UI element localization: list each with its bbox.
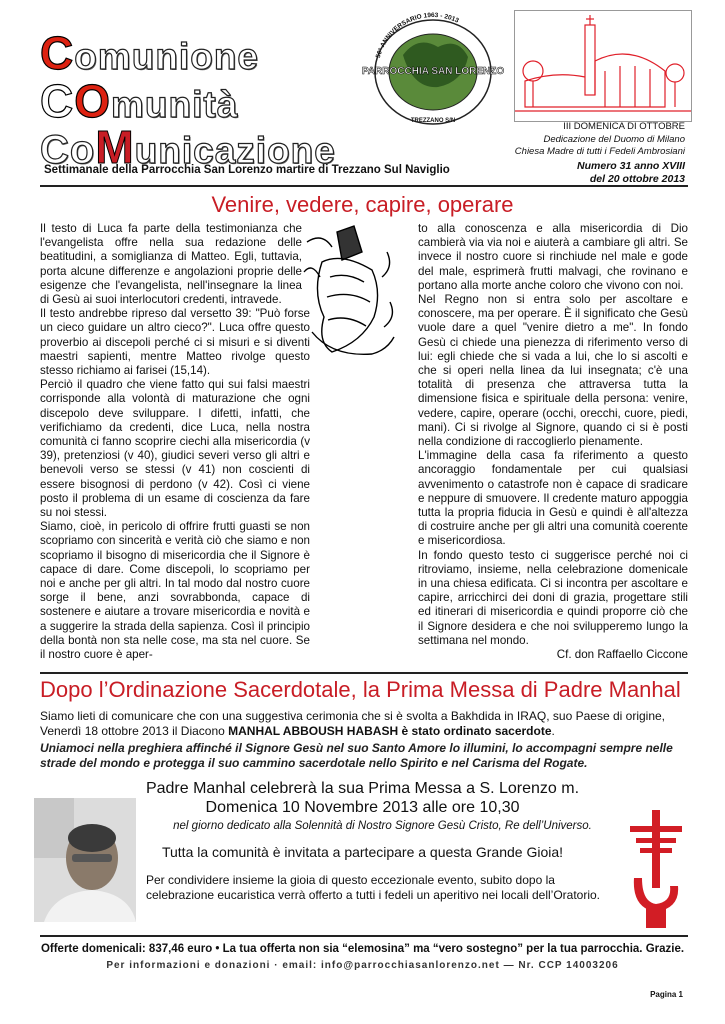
announce-line2: Domenica 10 Novembre 2013 alle ore 10,30 xyxy=(205,799,520,816)
svg-text:PARROCCHIA SAN LORENZO: PARROCCHIA SAN LORENZO xyxy=(361,66,505,77)
masthead-line-comunione: Comunione xyxy=(40,27,259,79)
masthead-divider xyxy=(40,185,688,187)
footer-divider xyxy=(40,935,688,937)
article1-title: Venire, vedere, capire, operare xyxy=(211,192,514,217)
offerte-line: Offerte domenicali: 837,46 euro • La tua offerta non sia “elemosina” ma “vero sostegno” per la tua parrocchia. Grazie. xyxy=(40,943,685,955)
page-number: Pagina 1 xyxy=(650,990,683,999)
church-illustration xyxy=(514,10,692,122)
issue-info: Numero 31 anno XVIII del 20 ottobre 2013 xyxy=(577,160,685,185)
invite-line: Tutta la comunità è invitata a partecipare a questa Grande Gioia! xyxy=(161,844,564,860)
rogate-emblem-icon xyxy=(622,808,692,932)
section-divider xyxy=(40,672,688,674)
article2-prayer: Uniamoci nella preghiera affinché il Signore Gesù nel suo Santo Amore lo illumini, lo accompagni sempre nelle strade del mondo e protegga il suo cammino sacerdotale nello Spirito e nel Carisma del Rogate. xyxy=(40,741,673,770)
article1-left-column: Il testo di Luca fa parte della testimonianza che l'evangelista offre nella sua redazione delle beatitudini, a somiglianza di Matteo. Egli, tuttavia, porta alcune differenze e angolazioni proprie delle esigenze che l'evangelista, nell'insegnare la linea di Gesù ai suoi interlocutori credenti, intravede. Il testo andrebbe ripreso dal versetto 39: "Può forse un cieco guidare un altro cieco?". Luca offre questo proverbio ai discepoli perché ci si misuri e si diventi maestri sapienti, mentre Matteo rivolge questo stesso richiamo ai farisei (15,14). Perciò il quadro che viene fatto qui sui falsi maestri corrisponde alla volontà di maturazione che ogni discepolo deve sviluppare. I difetti, infatti, che verifichiamo da credenti, dice Luca, nella nostra comunità ci fanno scoprire ciechi alla misericordia (v 39), pretenziosi (v 40), giudici severi verso gli altri e benevoli verso se stessi (v 41) non coscienti di essere bisognosi di perdono (v 42). Così ci viene posto il problema di un esame di coscienza da fare su noi stessi. Siamo, cioè, in pericolo di offrire frutti guasti se non scopriamo con sincerità e verità ciò che siamo e non scopriamo il bisogno di misericordia che il Signore è capace di dare. Come discepoli, lo scopriamo per noi e anche per gli altri. In tal modo dal nostro cuore sorge il bene, anzi sovrabbonda, capace di sostenere e aiutare a trovare misericordia e novità e a suggerire la strada della sapienza. Così il principio della bontà non sta nelle cose, ma sta nel cuore. Se il nostro cuore è aper- xyxy=(40,222,310,662)
article2-aperitivo: Per condividere insieme la gioia di questo eccezionale evento, subito dopo la celebrazione eucaristica verrà offerto a tutti i fedeli un aperitivo nei locali dell’Oratorio. xyxy=(146,873,601,902)
article1-right-column: to alla conoscenza e alla misericordia di Dio cambierà via via noi e aiuterà a cambiare gli altri. Se invece il nostro cuore si rinchiude nel male e gode del male, esprimerà frutti malvagi, che rovinano e portano alla morte anche coloro che vivono con noi. Nel Regno non si entra solo per ascoltare e conoscere, ma per operare. È il significato che Gesù vuole dare a quel "venire dietro a me". In fondo Gesù ci chiede una pienezza di riferimento verso di lui: egli chiede che si vada a lui, che lo si ascolti e che si operi nella linea da lui insegnata; c'è una totalità di presenza che attraversa tutta la dimensione fisica e spirituale della persona: venire, vedere, capire, operare (occhi, orecchi, cuore, piedi, mani). Ci si rivolge al Signore, quando ci si è posti nella condizione di raccoglierlo pienamente. L'immagine della casa fa riferimento a questo ancoraggio fondamentale per cui qualsiasi avvenimento o catastrofe non è capace di sradicare e neppure di smuovere. Il credente maturo appoggia tutta la propria fiducia in Gesù e quindi è all'altezza di costruire anche per gli altri una comunità coerente e misericordiosa. In fondo questo testo ci suggerisce perché noi ci ritroviamo, insieme, nella celebrazione domenicale in una chiesa edificata. Ci si incontra per ascoltare e capire, arricchirci dei doni di grazia, progettare stili ed itinerari di misericordia e quindi proporre ciò che il Signore desidera e che noi svilupperemo lungo la settimana nel mondo. Cf. don Raffaello Ciccone xyxy=(418,222,688,662)
parish-seal-logo xyxy=(358,10,508,130)
masthead-line-comunita: COmunità xyxy=(40,75,239,127)
house-on-rock-illustration xyxy=(302,222,400,362)
svg-text:TREZZANO S/N: TREZZANO S/N xyxy=(410,118,456,124)
announce-line3: nel giorno dedicato alla Solennità di Nostro Signore Gesù Cristo, Re dell’Universo. xyxy=(173,820,592,832)
announce-line1: Padre Manhal celebrerà la sua Prima Messa a S. Lorenzo m. xyxy=(145,780,580,797)
article2-intro: Siamo lieti di comunicare che con una suggestiva cerimonia che si è svolta a Bakhdida in IRAQ, suo Paese di origine, Venerdì 18 ottobre 2013 il Diacono MANHAL ABBOUSH HABASH è stato ordinato sacerdote. xyxy=(40,709,666,738)
article2-title: Dopo l’Ordinazione Sacerdotale, la Prima Messa di Padre Manhal xyxy=(40,677,681,702)
masthead-line-comunicazione: CoMunicazione xyxy=(40,121,336,173)
article1-signature: Cf. don Raffaello Ciccone xyxy=(556,648,688,662)
liturgy-info: III DOMENICA DI OTTOBRE Dedicazione del Duomo di Milano Chiesa Madre di tutti i Fedeli Ambrosiani xyxy=(514,121,685,157)
padre-manhal-photo xyxy=(34,798,136,922)
masthead-subtitle: Settimanale della Parrocchia San Lorenzo martire di Trezzano Sul Naviglio xyxy=(44,164,450,176)
contact-line: Per informazioni e donazioni · email: info@parrocchiasanlorenzo.net — Nr. CCP 14003206 xyxy=(106,960,619,971)
svg-text:50° ANNIVERSARIO 1963 - 2013: 50° ANNIVERSARIO 1963 - 2013 xyxy=(374,12,460,59)
